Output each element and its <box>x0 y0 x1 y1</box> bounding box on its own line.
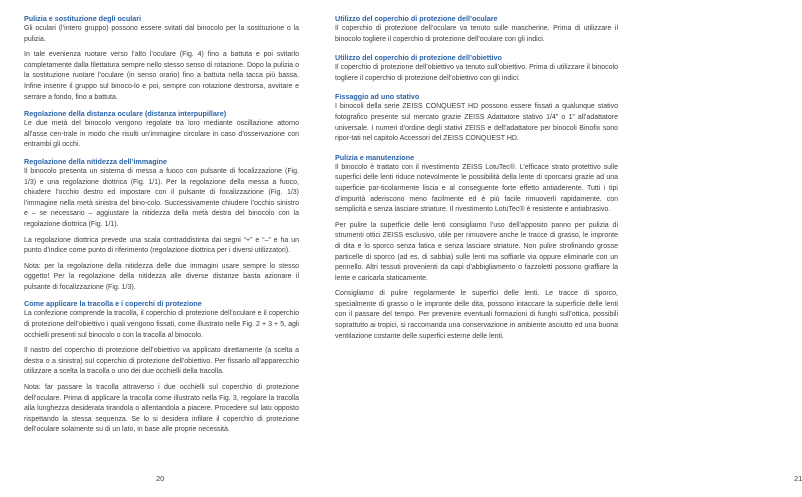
section-tripod-mount <box>335 92 618 144</box>
page-number: 20 <box>156 474 165 483</box>
section-heading: Regolazione della distanza oculare (distanza interpupillare) <box>24 109 227 119</box>
paragraph: Il coperchio di protezione dell’obiettivo va tenuto sull’obiettivo. Prima di utilizzare il binocolo togliere il coperchio di protezione dell’obiettivo con gli indici. <box>335 64 618 82</box>
paragraph: I binocoli della serie ZEISS CONQUEST HD possono essere fissati a qualunque stativo fotografico presente sul mercato grazie ZEISS Adattatore stativo 1/4” o 1” all’adattatore universale. I numeri d’ordine degli stativi ZEISS e dell’adattatore per binocoli Binofix sono ripor-tati nel capitolo Accessori del ZEISS CONQUEST HD. <box>335 103 618 143</box>
left-page <box>0 0 319 497</box>
section-eyepiece-cleaning <box>24 14 299 103</box>
section-heading: Fissaggio ad uno stativo <box>335 92 420 102</box>
paragraph: Le due metà del binocolo vengono regolate tra loro mediante oscillazione attorno all’asse cen-trale in modo che risulti un’immagine circolare in caso d’osservazione con entrambi gli occhi. <box>24 120 299 149</box>
paragraph: Il coperchio di protezione dell’oculare va tenuto sulle mascherine. Prima di utilizzare il binocolo togliere il coperchio di protezione dell’oculare con gli indici. <box>335 25 618 43</box>
paragraph: Consigliamo di pulire regolarmente le superfici delle lenti. Le tracce di sporco, specialmente di grasso o le impronte delle dita, possono intaccare la superficie delle lenti con il passare del tempo. Per prevenire eventuali formazioni di funghi sull’ottica, possibili soprattutto ai tropici, si raccomanda una conservazione in ambiente asciutto ed una buona ventilazione costante delle superfici esterne delle lenti. <box>335 290 618 340</box>
section-heading: Utilizzo del coperchio di protezione dell’obiettivo <box>335 53 502 63</box>
paragraph: Nota: per la regolazione della nitidezza delle due immagini usare sempre lo stesso oggetto! Per la regolazione della nitidezza alle diverse distanze basta azionare il pulsante di focalizzazione (Fig. 1/3). <box>24 262 299 291</box>
section-strap-and-caps <box>24 299 299 436</box>
section-eyepiece-cap <box>335 14 618 45</box>
left-column <box>24 14 299 442</box>
paragraph: Per pulire la superficie delle lenti consigliamo l’uso dell’apposito panno per pulizia di strumenti ottici ZEISS esclusivo, utile per rimuovere anche le tracce di grasso, le impronte di dita e lo sporco senza fatica e senza lasciare striature. Non pulire strofinando grosse particelle di sporco (ad es. di sabbia) sulle lenti ma soffiarle via oppure eliminarle con un pennello. Altri tessuti provenienti da capi d’abbigliamento o fazzoletti possono graffiare la lente e caricarla staticamente. <box>335 221 618 282</box>
section-interpupillary-distance <box>24 109 299 151</box>
right-page <box>319 0 802 497</box>
section-cleaning-maintenance <box>335 153 618 343</box>
paragraph: Il binocolo è trattato con il rivestimento ZEISS LotuTec®. L’efficace strato protettivo sulle superfici delle lenti riduce notevolmente le possibilità della lente di sporcarsi grazie ad una superficie par-ticolarmente liscia e al conseguente forte effetto antiaderente. Tutti i tipi d’impurità aderiscono meno facilmente ed è più facile rimuoverli rapidamente, con semplicità e senza lasciare striature. Il rivestimento LotuTec® è resistente e antiabrasivo. <box>335 163 618 214</box>
paragraph: Il nastro del coperchio di protezione dell’obiettivo va applicato direttamente (a scelta a destra o a sinistra) sul coperchio di protezione dell’obiettivo. Per fissarlo all’apparecchio utilizzare a scelta la tracolla o uno dei due occhielli della tracolla. <box>24 347 299 376</box>
paragraph: La regolazione diottrica prevede una scala contraddistinta dai segni “+” e “–” e ha un punto d’indice come punto di riferimento (regolazione diottrica per i diversi utilizzatori). <box>24 236 299 255</box>
section-objective-cap <box>335 53 618 84</box>
paragraph: Gli oculari (l’intero gruppo) possono essere svitati dal binocolo per la sostituzione o la pulizia. <box>24 25 299 43</box>
paragraph: Nota: far passare la tracolla attraverso i due occhielli sul coperchio di protezione dell’oculare. Prima di applicare la tracolla come illustrato nella Fig. 3, regolare la tracolla alla lunghezza desiderata tirandola o allentandola a piacere. Procedere sul lato opposto rispettando la stessa sequenza. Se lo si desidera infilare il coperchio di protezione dell’oculare solamente su di un lato, in base alle proprie necessità. <box>24 384 299 434</box>
section-heading: Come applicare la tracolla e i coperchi di protezione <box>24 299 202 309</box>
section-heading: Pulizia e sostituzione degli oculari <box>24 14 142 23</box>
page-number: 21 <box>794 474 802 483</box>
section-heading: Regolazione della nitidezza dell’immagine <box>24 156 167 166</box>
section-image-sharpness <box>24 157 299 294</box>
section-heading: Pulizia e manutenzione <box>335 152 415 162</box>
paragraph: Il binocolo presenta un sistema di messa a fuoco con pulsante di focalizzazione (Fig. 1/3) e una regolazione diottrica (Fig. 1/1). Per la regolazione della messa a fuoco, chiudere l’occhio destro ed impostare con il pulsante di focalizzazione (Fig. 1/3) l’immagine nella metà sinistra del bino-colo. Successivamente chiudere l’occhio sinistro e – se necessario – aggiustare la nitidezza della metà destra del binocolo con la regolazione diottrica (Fig. 1/1). <box>24 167 299 228</box>
paragraph: La confezione comprende la tracolla, il coperchio di protezione dell’oculare e il coperchio di protezione dell’obiettivo i quali vengono fissati, come illustrato nelle Fig. 2 + 3 + 5, agli occhielli presenti sul binocolo o con la tracolla al binocolo. <box>24 310 299 339</box>
right-column <box>335 14 618 350</box>
paragraph: In tale evenienza ruotare verso l’alto l’oculare (Fig. 4) fino a battuta e poi svitarlo completamente dalla filettatura sempre nello stesso senso di rotazione. Dopo la pulizia o la sostituzione ruotare l’oculare (in senso orario) fino a battuta nella tacca più bassa. Infine inserire il gruppo sul binoco-lo e poi, sempre con rotazione destrorsa, avvitare e serrare a fondo, fino a battuta. <box>24 51 299 101</box>
section-heading: Utilizzo del coperchio di protezione dell’oculare <box>335 14 498 23</box>
